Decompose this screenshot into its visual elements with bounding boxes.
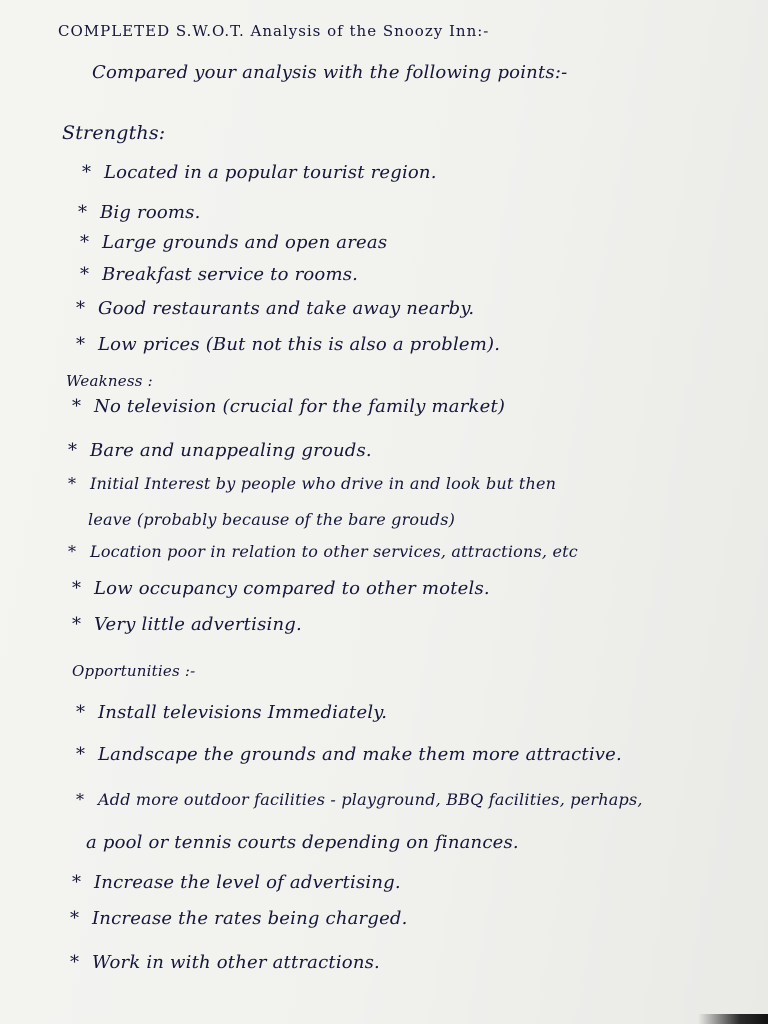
list-item <box>68 440 372 461</box>
list-item-text: Increase the level of advertising. <box>94 872 401 893</box>
bullet-mark: * <box>80 264 90 285</box>
bullet-mark: * <box>70 952 80 973</box>
list-item-text: Big rooms. <box>100 202 201 223</box>
list-item <box>80 232 387 253</box>
list-item-text: Bare and unappealing grouds. <box>90 440 372 461</box>
list-item <box>80 264 358 285</box>
list-item-text: No television (crucial for the family market) <box>94 396 506 417</box>
list-item <box>72 578 490 599</box>
list-item <box>76 334 500 355</box>
list-item-text: Increase the rates being charged. <box>92 908 408 929</box>
section-heading-strengths: Strengths: <box>62 122 166 144</box>
bullet-mark: * <box>72 614 82 635</box>
list-item <box>78 202 201 223</box>
list-item-text: Breakfast service to rooms. <box>102 264 359 285</box>
list-item <box>70 908 408 929</box>
list-item-text: Very little advertising. <box>94 614 302 635</box>
bullet-mark: * <box>76 744 86 765</box>
document-title: COMPLETED S.W.O.T. Analysis of the Snoozy Inn:- <box>58 22 490 40</box>
page-edge-shadow <box>698 1014 768 1024</box>
list-item <box>76 790 643 809</box>
list-item <box>76 744 622 765</box>
bullet-mark: * <box>82 162 92 183</box>
list-item <box>76 702 387 723</box>
bullet-mark: * <box>76 790 85 809</box>
bullet-mark: * <box>72 578 82 599</box>
bullet-mark: * <box>68 474 77 493</box>
list-item-text: Located in a popular tourist region. <box>104 162 437 183</box>
list-item-text: Install televisions Immediately. <box>98 702 388 723</box>
list-item-text: Initial Interest by people who drive in and look but then <box>90 474 557 493</box>
bullet-mark: * <box>72 396 82 417</box>
bullet-mark: * <box>80 232 90 253</box>
bullet-mark: * <box>76 334 86 355</box>
document-subtitle: Compared your analysis with the following points:- <box>92 62 568 83</box>
list-item-text: Good restaurants and take away nearby. <box>98 298 475 319</box>
list-item-text: Low occupancy compared to other motels. <box>94 578 490 599</box>
list-item-text: Add more outdoor facilities - playground, BBQ facilities, perhaps, <box>98 790 643 809</box>
list-item <box>72 614 302 635</box>
bullet-mark: * <box>70 908 80 929</box>
bullet-mark: * <box>72 872 82 893</box>
list-item-text: Location poor in relation to other services, attractions, etc <box>90 542 578 561</box>
list-item <box>70 952 380 973</box>
list-item-text: Work in with other attractions. <box>92 952 380 973</box>
section-heading-weakness: Weakness : <box>66 372 153 390</box>
bullet-mark: * <box>68 542 77 561</box>
bullet-mark: * <box>78 202 88 223</box>
list-item-continuation: a pool or tennis courts depending on finances. <box>86 832 519 853</box>
list-item <box>82 162 437 183</box>
bullet-mark: * <box>68 440 78 461</box>
list-item <box>76 298 474 319</box>
list-item-continuation: leave (probably because of the bare grouds) <box>88 510 456 529</box>
section-heading-opportunities: Opportunities :- <box>72 662 196 680</box>
list-item <box>72 396 505 417</box>
list-item-text: Large grounds and open areas <box>102 232 388 253</box>
bullet-mark: * <box>76 702 86 723</box>
list-item-text: Low prices (But not this is also a problem). <box>98 334 501 355</box>
bullet-mark: * <box>76 298 86 319</box>
list-item <box>68 474 556 493</box>
list-item <box>72 872 401 893</box>
list-item <box>68 542 578 561</box>
list-item-text: Landscape the grounds and make them more attractive. <box>98 744 622 765</box>
